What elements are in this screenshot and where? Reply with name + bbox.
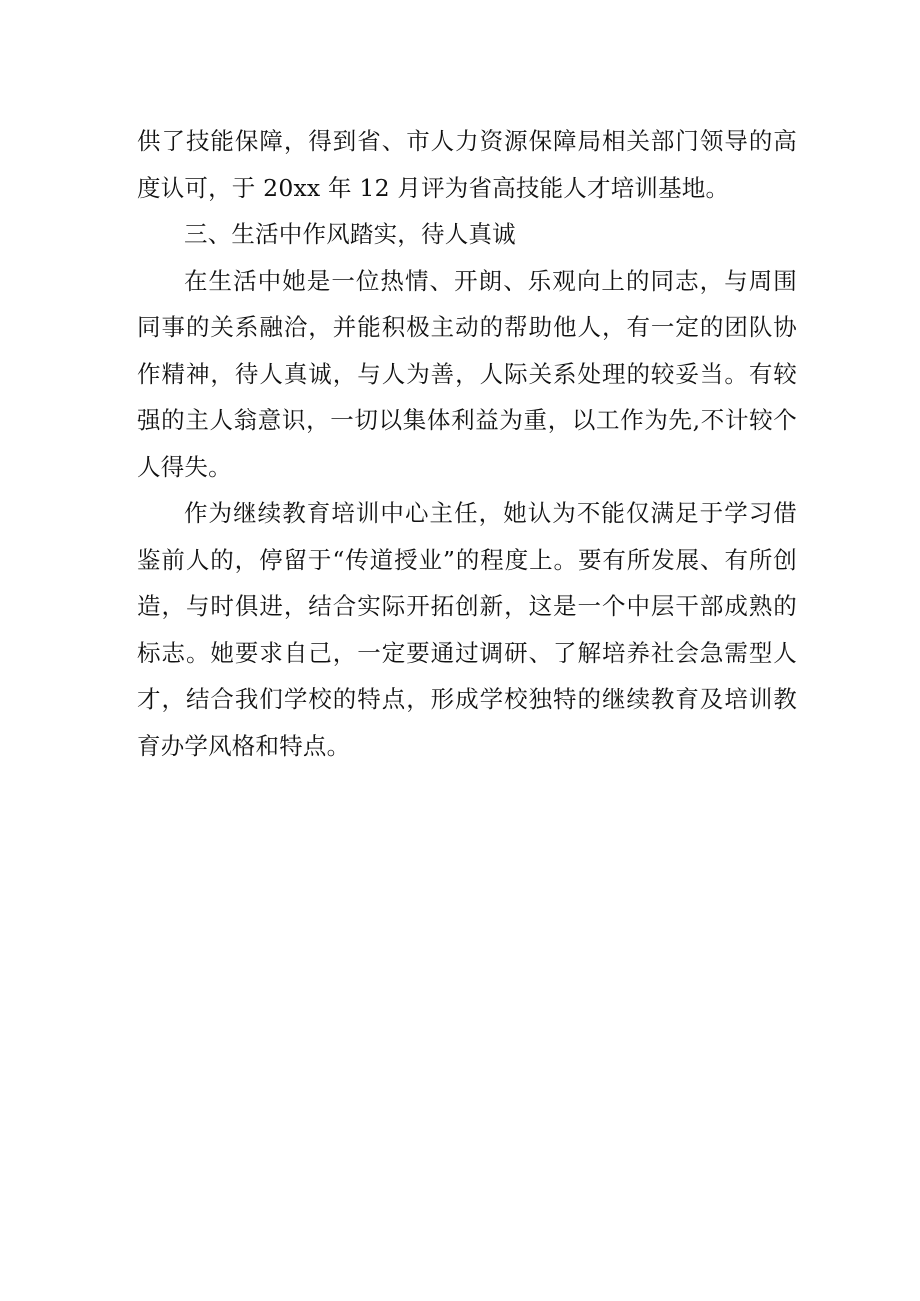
paragraph-continuation: 供了技能保障，得到省、市人力资源保障局相关部门领导的高度认可，于 20xx 年 12 月评为省高技能人才培训基地。: [137, 127, 797, 202]
paragraph-life-attitude: 在生活中她是一位热情、开朗、乐观向上的同志，与周围同事的关系融洽，并能积极主动的帮助他人，有一定的团队协作精神，待人真诚，与人为善，人际关系处理的较妥当。有较强的主人翁意识，一切以集体利益为重，以工作为先,不计较个人得失。: [137, 266, 797, 481]
document-body: [137, 118, 797, 769]
section-heading: 三、生活中作风踏实，待人真诚: [184, 220, 516, 248]
paragraph-education-center: 作为继续教育培训中心主任，她认为不能仅满足于学习借鉴前人的，停留于“传道授业”的程度上。要有所发展、有所创造，与时俱进，结合实际开拓创新，这是一个中层干部成熟的标志。她要求自己，一定要通过调研、了解培养社会急需型人才，结合我们学校的特点，形成学校独特的继续教育及培训教育办学风格和特点。: [137, 499, 797, 760]
